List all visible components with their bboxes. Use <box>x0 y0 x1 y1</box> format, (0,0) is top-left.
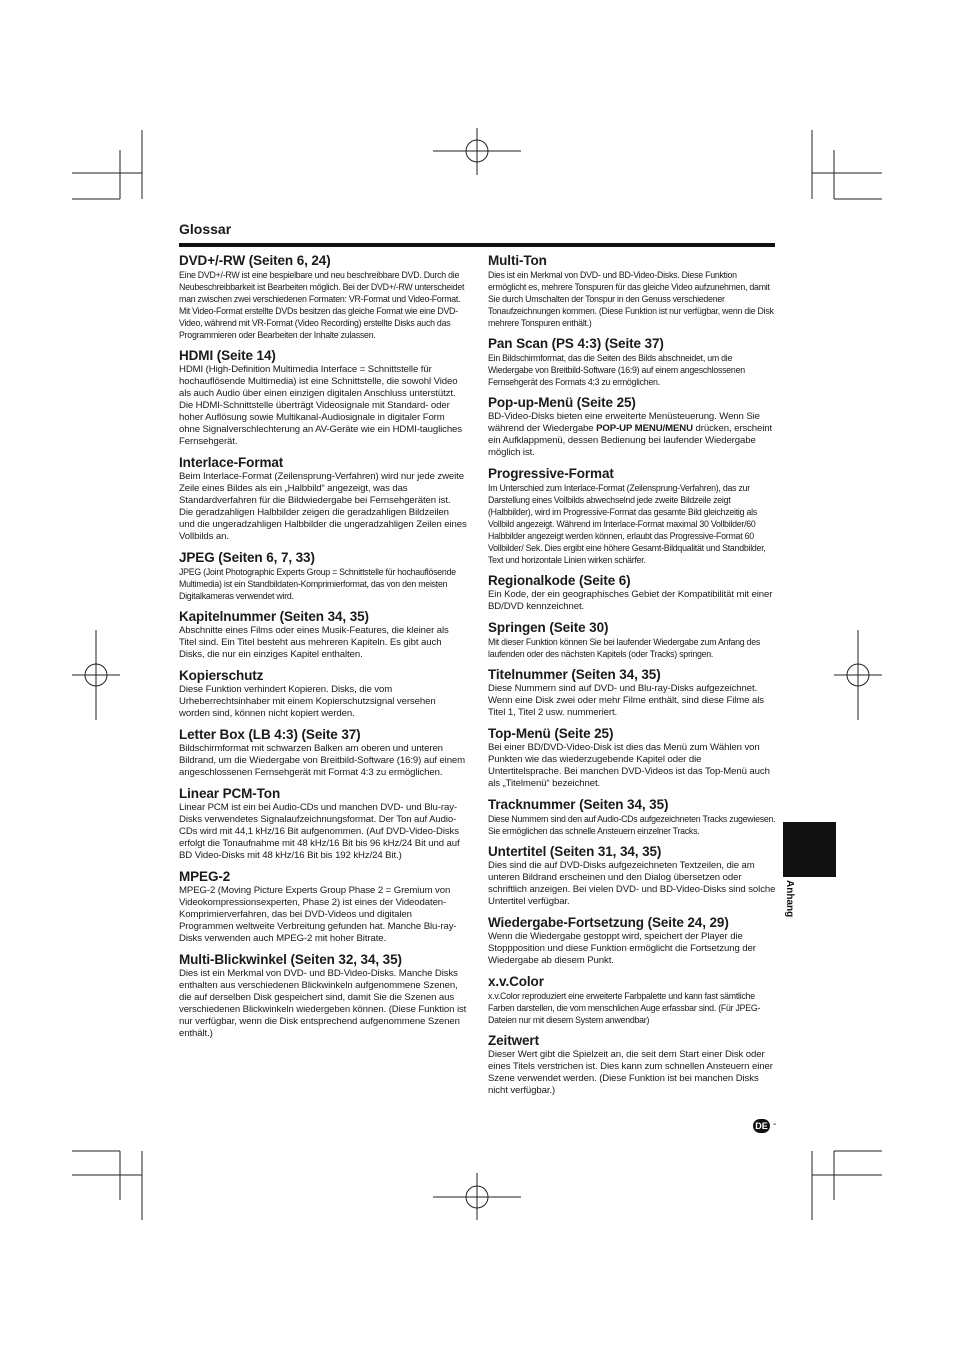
glossary-entry-dvd-rw <box>179 253 467 341</box>
glossary-left-column <box>179 253 467 1047</box>
glossary-entry-interlace <box>179 455 467 543</box>
glossary-definition: Eine DVD+/-RW ist eine bespielbare und neu beschreibbare DVD. Durch die Neubeschreibbarkeit ist Bearbeiten möglich. Bei der DVD+/-RW unterscheidet man zwischen zwei verschiedenen Formaten: VR-Format und Video-Format. Mit Video-Format erstellte DVDs besitzen das gleiche Format wie eine DVD-Video, während mit VR-Format (Video Recording) erstellte Disks auch das Programmieren oder Bearbeiten der Inhalte zulassen. <box>179 270 465 340</box>
glossary-definition: Diese Nummern sind den auf Audio-CDs aufgezeichneten Tracks zugewiesen. Sie ermöglichen das schnelle Ansteuern einzelner Tracks. <box>488 814 776 836</box>
glossary-entry-kopierschutz <box>179 668 467 720</box>
glossary-entry-tracknummer <box>488 797 776 837</box>
glossary-term: Kopierschutz <box>179 668 264 683</box>
glossary-entry-hdmi <box>179 348 467 448</box>
glossary-definition: Dies ist ein Merkmal von DVD- und BD-Video-Disks. Manche Disks enthalten aus verschiedenen Blickwinkeln aufgenommene Szenen, die auf derselben Disk gespeichert sind, damit Sie die Szenen aus verschiedenen Blickwinkeln wiedergeben können. (Diese Funktion ist nur verfügbar, wenn die Disk entsprechend aufgenommene Szenen enthält.) <box>179 968 467 1039</box>
glossary-definition <box>488 411 776 459</box>
glossary-entry-multi-blickwinkel <box>179 952 467 1040</box>
glossary-term: Zeitwert <box>488 1033 539 1048</box>
glossary-definition: Linear PCM ist ein bei Audio-CDs und manchen DVD- und Blu-ray-Disks verwendetes Signalaufzeichnungsformat. Der Ton auf Audio-CDs wird mit 44,1 kHz/16 Bit aufgenommen. (Auf DVD-Video-Disks erfolgt die Tonaufnahme mit 48 kHz/16 Bit bis 96 kHz/24 Bit und auf BD Video-Disks mit 48 kHz/16 Bit bis 192 kHz/24 Bit.) <box>179 802 460 861</box>
glossary-definition: Wenn die Wiedergabe gestoppt wird, speichert der Player die Stoppposition und diese Funktion ermöglicht die Fortsetzung der Wiedergabe ab diesem Punkt. <box>488 931 756 966</box>
glossary-term: Tracknummer (Seiten 34, 35) <box>488 797 669 812</box>
glossary-entry-pop-up-menu <box>488 395 776 459</box>
glossary-definition: JPEG (Joint Photographic Experts Group = Schnittstelle für hochauflösende Multimedia) ist ein Standbildaten-Komprimierformat, das von den meisten Digitalkameras verwendet wird. <box>179 567 456 601</box>
glossary-entry-mpeg2 <box>179 869 467 945</box>
glossary-definition: Beim Interlace-Format (Zeilensprung-Verfahren) wird nur jede zweite Zeile eines Bildes als ein „Halbbild“ angezeigt, was das Standardverfahren für die Bildwiedergabe bei Fernsehgeräten ist. Die geradzahligen Halbbilder zeigen die geradzahligen Bildzeilen und die ungeradzahligen Halbbilder die ungeradzahligen Zeilen eines Vollbilds an. <box>179 471 467 542</box>
glossary-term: MPEG-2 <box>179 869 231 884</box>
glossary-entry-top-menu <box>488 726 776 790</box>
glossary-entry-letter-box <box>179 727 467 779</box>
glossary-term: DVD+/-RW (Seiten 6, 24) <box>179 253 331 268</box>
definition-text: BD-Video-Disks bieten eine erweiterte Menüsteuerung. Wenn Sie während der Wiedergabe <box>488 411 760 434</box>
glossary-term: Untertitel (Seiten 31, 34, 35) <box>488 844 662 859</box>
glossary-definition: Dieser Wert gibt die Spielzeit an, die seit dem Start einer Disk oder eines Titels verstrichen ist. Dies kann zum schnellen Ansteuern einer Szene verwendet werden. (Diese Funktion ist bei manchen Disks nicht verfügbar.) <box>488 1049 773 1096</box>
glossary-definition: HDMI (High-Definition Multimedia Interface = Schnittstelle für hochauflösende Multimedia) ist eine Schnittstelle, die sowohl Video als auch Audio über einen einzigen digitalen Anschluss unterstützt. Die HDMI-Schnittstelle überträgt Videosignale mit Standard- oder hoher Auflösung sowie Multikanal-Audiosignale in digitaler Form ohne Signalverschlechterung an AV-Geräte wie ein HDMI-taugliches Fernsehgerät. <box>179 364 462 447</box>
glossary-term: JPEG (Seiten 6, 7, 33) <box>179 550 315 565</box>
chapter-tab-label: Anhang <box>784 880 795 918</box>
glossary-term: Pop-up-Menü (Seite 25) <box>488 395 636 410</box>
glossary-term: Interlace-Format <box>179 455 284 470</box>
glossary-right-column <box>488 253 776 1104</box>
glossary-term: Progressive-Format <box>488 466 614 481</box>
section-title: Glossar <box>179 221 232 237</box>
glossary-term: Springen (Seite 30) <box>488 620 609 635</box>
glossary-definition: x.v.Color reproduziert eine erweiterte Farbpalette und kann fast sämtliche Farben darstellen, die vom menschlichen Auge erfassbar sind. (Für JPEG-Dateien nur mit diesem System anwendbar) <box>488 991 761 1025</box>
glossary-definition: Ein Bildschirmformat, das die Seiten des Bilds abschneidet, um die Wiedergabe von Breitbild-Software (16:9) auf einem angeschlossenen Fernsehgerät des Formats 4:3 zu ermöglichen. <box>488 353 745 387</box>
glossary-definition: Mit dieser Funktion können Sie bei laufender Wiedergabe zum Anfang des laufenden oder des nächsten Kapitels (oder Tracks) springen. <box>488 637 760 659</box>
glossary-term: Regionalkode (Seite 6) <box>488 573 631 588</box>
glossary-entry-kapitelnummer <box>179 609 467 661</box>
glossary-definition: Bei einer BD/DVD-Video-Disk ist dies das Menü zum Wählen von Punkten wie das wiederzugebende Kapitel oder die Untertitelsprache. Bei manchen DVD-Videos ist das Top-Menü auch als „Titelmenü“ bezeichnet. <box>488 742 770 789</box>
glossary-definition: Dies sind die auf DVD-Disks aufgezeichneten Textzeilen, die am unteren Bildrand erscheinen und den Dialog übersetzen oder schriftlich anzeigen. Bei vielen DVD- und BD-Video-Disks sind solche Untertitel verfügbar. <box>488 860 776 907</box>
glossary-definition: Dies ist ein Merkmal von DVD- und BD-Video-Disks. Diese Funktion ermöglicht es, mehrere Tonspuren für das gleiche Video aufzunehmen, damit Sie durch Umschalten der Tonspur in den Genuss verschiedener Tonaufzeichnungen kommen. (Diese Funktion ist nur verfügbar, wenn die Disk mehrere Tonspuren enthält.) <box>488 270 774 328</box>
glossary-term: Multi-Ton <box>488 253 547 268</box>
glossary-term: Letter Box (LB 4:3) (Seite 37) <box>179 727 361 742</box>
glossary-definition: Abschnitte eines Films oder eines Musik-Features, die kleiner als Titel sind. Ein Titel besteht aus mehreren Kapiteln. Es gibt auch Disks, die nur ein einziges Kapitel enthalten. <box>179 625 449 660</box>
definition-text: drücken, erscheint ein Aufklappmenü, dessen Bedienung bei laufender Wiedergabe möglich ist. <box>488 423 773 458</box>
glossary-definition: Diese Nummern sind auf DVD- und Blu-ray-Disks aufgezeichnet. Wenn eine Disk zwei oder mehr Filme enthält, sind diese Filme als Titel 1, Titel 2 usw. nummeriert. <box>488 683 764 718</box>
glossary-entry-zeitwert <box>488 1033 776 1097</box>
glossary-definition: Diese Funktion verhindert Kopieren. Disks, die vom Urheberrechtsinhaber mit einem Kopierschutzsignal versehen worden sind, können nicht kopiert werden. <box>179 684 436 719</box>
chapter-tab-marker <box>783 822 836 877</box>
glossary-term: Kapitelnummer (Seiten 34, 35) <box>179 609 369 624</box>
glossary-entry-jpeg <box>179 550 467 602</box>
glossary-definition: Ein Kode, der ein geographisches Gebiet der Kompatibilität mit einer BD/DVD kennzeichnet. <box>488 589 773 612</box>
glossary-term: Top-Menü (Seite 25) <box>488 726 614 741</box>
glossary-entry-regionalkode <box>488 573 776 613</box>
title-rule <box>179 243 775 247</box>
glossary-term: Titelnummer (Seiten 34, 35) <box>488 667 661 682</box>
glossary-term: Linear PCM-Ton <box>179 786 281 801</box>
glossary-entry-titelnummer <box>488 667 776 719</box>
page-number-suffix: - <box>773 1119 777 1130</box>
glossary-term: Pan Scan (PS 4:3) (Seite 37) <box>488 336 664 351</box>
language-badge: DE <box>753 1119 770 1133</box>
glossary-entry-multi-ton <box>488 253 776 329</box>
glossary-definition: MPEG-2 (Moving Picture Experts Group Phase 2 = Gremium von Videokompressionsexperten, Phase 2) ist eines der Videodaten-Komprimierverfahren, das bei DVD-Videos und digitalen Programmen weltweite Verbreitung gefunden hat. Manche Blu-ray-Disks verwenden auch MPEG-2 mit hoher Bitrate. <box>179 885 457 944</box>
glossary-entry-untertitel <box>488 844 776 908</box>
glossary-entry-xvcolor <box>488 974 776 1026</box>
glossary-term: Wiedergabe-Fortsetzung (Seite 24, 29) <box>488 915 729 930</box>
glossary-entry-pan-scan <box>488 336 776 388</box>
glossary-entry-wiedergabe-fortsetzung <box>488 915 776 967</box>
glossary-entry-linear-pcm <box>179 786 467 862</box>
glossary-entry-progressive <box>488 466 776 566</box>
glossary-entry-springen <box>488 620 776 660</box>
glossary-definition: Bildschirmformat mit schwarzen Balken am oberen und unteren Bildrand, um die Wiedergabe von Breitbild-Software (16:9) auf einem angeschlossenen Fernsehgerät mit Format 4:3 zu ermöglichen. <box>179 743 466 778</box>
glossary-definition: Im Unterschied zum Interlace-Format (Zeilensprung-Verfahren), das zur Darstellung eines Vollbilds abwechselnd jede zweite Bildzeile zeigt (Halbbilder), wird im Progressive-Format das gesamte Bild gleichzeitig als Vollbild angezeigt. Während im Interlace-Format maximal 30 Vollbilder/60 Halbbilder angezeigt werden können, erlaubt das Progressive-Format 60 Vollbilder/ Sek. Dies ergibt eine höhere Gesamt-Bildqualität und Standbilder, Text und horizontale Linien wirken schärfer. <box>488 483 766 565</box>
glossary-term: HDMI (Seite 14) <box>179 348 276 363</box>
glossary-term: Multi-Blickwinkel (Seiten 32, 34, 35) <box>179 952 402 967</box>
button-name-text: POP-UP MENU/MENU <box>596 423 693 434</box>
glossary-term: x.v.Color <box>488 974 544 989</box>
